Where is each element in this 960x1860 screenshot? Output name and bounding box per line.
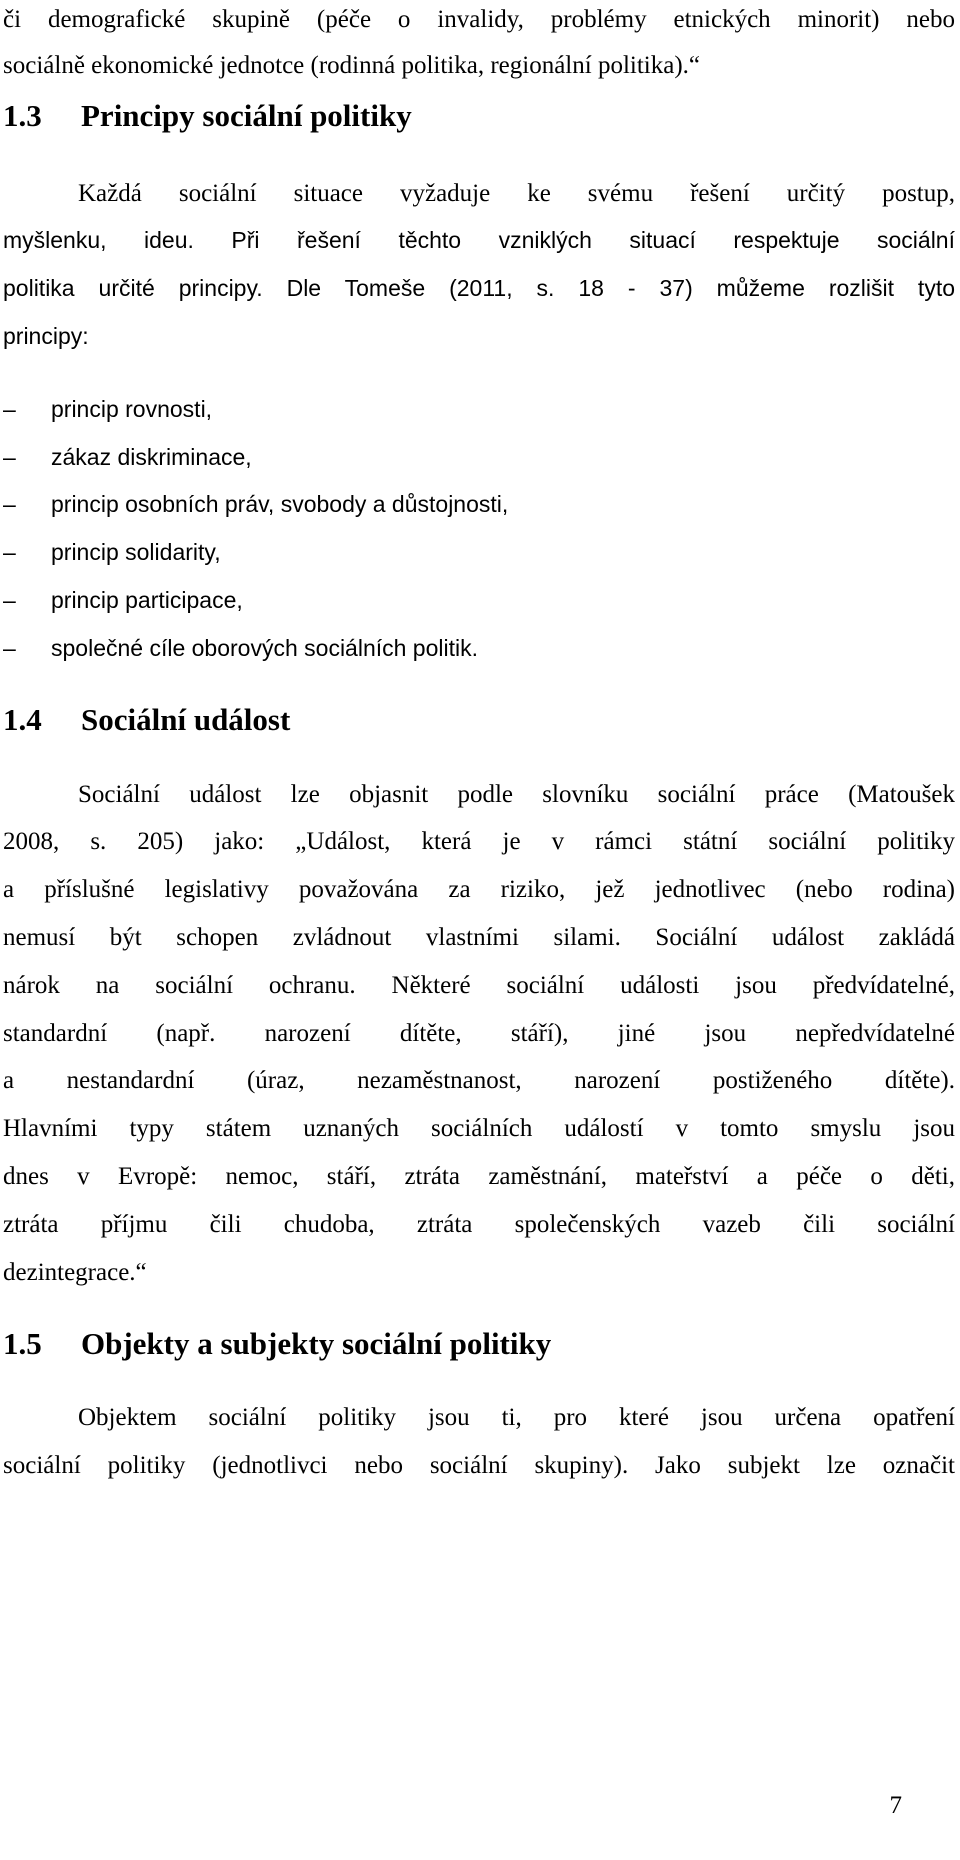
paragraph-line: a příslušné legislativy považována za riziko, jež jednotlivec (nebo rodina) — [3, 876, 955, 903]
section-number: 1.4 — [3, 702, 42, 737]
dash-bullet: – — [3, 539, 16, 565]
list-item-text: společné cíle oborových sociálních politik. — [51, 635, 479, 661]
list-item-text: princip solidarity, — [51, 539, 221, 565]
section-heading — [3, 1322, 955, 1366]
paragraph-line: nárok na sociální ochranu. Některé sociální události jsou předvídatelné, — [3, 972, 955, 999]
list-item — [3, 486, 955, 522]
list-item — [3, 534, 955, 570]
list-item-text: princip participace, — [51, 587, 243, 613]
paragraph-line: ztráta příjmu čili chudoba, ztráta společenských vazeb čili sociální — [3, 1211, 955, 1238]
paragraph-line: či demografické skupině (péče o invalidy, problémy etnických minorit) nebo — [3, 6, 955, 33]
section-title: Objekty a subjekty sociální politiky — [81, 1326, 552, 1361]
paragraph-line: myšlenku, ideu. Při řešení těchto vzniklých situací respektuje sociální — [3, 227, 955, 253]
paragraph-line: standardní (např. narození dítěte, stáří), jiné jsou nepředvídatelné — [3, 1020, 955, 1047]
section-title: Principy sociální politiky — [81, 98, 412, 133]
dash-bullet: – — [3, 635, 16, 661]
list-item-text: princip osobních práv, svobody a důstojnosti, — [51, 491, 509, 517]
paragraph-line: Sociální událost lze objasnit podle slovníku sociální práce (Matoušek — [78, 781, 955, 808]
list-item — [3, 582, 955, 618]
page-number: 7 — [889, 1792, 902, 1819]
dash-bullet: – — [3, 444, 16, 470]
paragraph-line: a nestandardní (úraz, nezaměstnanost, narození postiženého dítěte). — [3, 1067, 955, 1094]
paragraph-line: sociální politiky (jednotlivci nebo sociální skupiny). Jako subjekt lze označit — [3, 1452, 955, 1479]
section-number: 1.3 — [3, 98, 42, 133]
section-heading — [3, 698, 955, 742]
paragraph-line: 2008, s. 205) jako: „Událost, která je v rámci státní sociální politiky — [3, 828, 955, 855]
dash-bullet: – — [3, 587, 16, 613]
section-title: Sociální událost — [81, 702, 291, 737]
list-item-text: zákaz diskriminace, — [51, 444, 252, 470]
section-number: 1.5 — [3, 1326, 42, 1361]
paragraph-line: sociálně ekonomické jednotce (rodinná politika, regionální politika).“ — [3, 52, 700, 79]
paragraph-line: principy: — [3, 323, 89, 349]
paragraph-line: dezintegrace.“ — [3, 1259, 147, 1286]
section-heading — [3, 94, 955, 138]
paragraph-line: nemusí být schopen zvládnout vlastními silami. Sociální událost zakládá — [3, 924, 955, 951]
list-item — [3, 630, 955, 666]
paragraph-line: Objektem sociální politiky jsou ti, pro které jsou určena opatření — [78, 1404, 955, 1431]
paragraph-line: Hlavními typy státem uznaných sociálních událostí v tomto smyslu jsou — [3, 1115, 955, 1142]
dash-bullet: – — [3, 491, 16, 517]
list-item — [3, 439, 955, 475]
paragraph-line: Každá sociální situace vyžaduje ke svému řešení určitý postup, — [78, 180, 955, 207]
paragraph-line: politika určité principy. Dle Tomeše (2011, s. 18 - 37) můžeme rozlišit tyto — [3, 275, 955, 301]
list-item — [3, 391, 955, 427]
dash-bullet: – — [3, 396, 16, 422]
paragraph-line: dnes v Evropě: nemoc, stáří, ztráta zaměstnání, mateřství a péče o děti, — [3, 1163, 955, 1190]
list-item-text: princip rovnosti, — [51, 396, 213, 422]
